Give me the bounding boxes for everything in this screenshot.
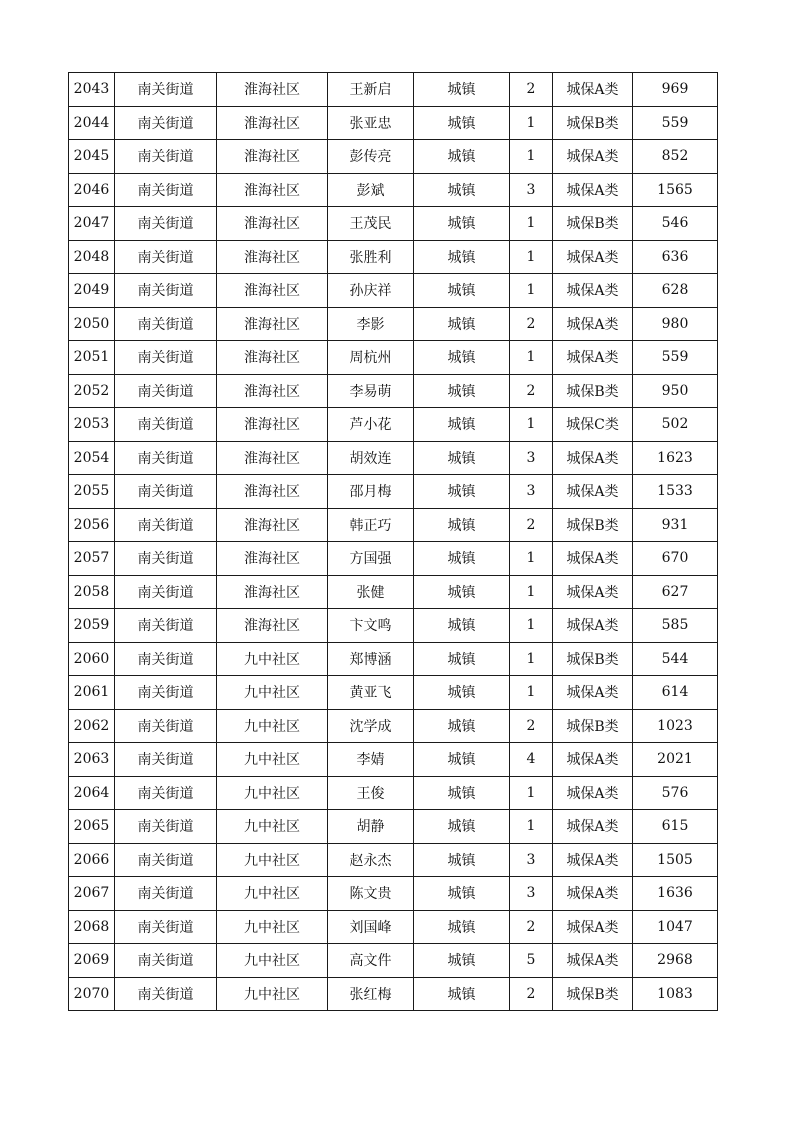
household-size-cell: 4 — [510, 743, 553, 777]
insurance-category-cell: 城保A类 — [553, 475, 633, 509]
table-row — [69, 374, 718, 408]
name-cell: 张胜利 — [328, 240, 414, 274]
household-size-cell: 2 — [510, 307, 553, 341]
name-cell: 芦小花 — [328, 408, 414, 442]
amount-cell: 1533 — [633, 475, 718, 509]
household-type-cell: 城镇 — [414, 307, 510, 341]
amount-cell: 1505 — [633, 843, 718, 877]
name-cell: 王新启 — [328, 73, 414, 107]
insurance-category-cell: 城保A类 — [553, 609, 633, 643]
insurance-category-cell: 城保B类 — [553, 508, 633, 542]
table-row — [69, 944, 718, 978]
community-cell: 淮海社区 — [217, 475, 328, 509]
name-cell: 王茂民 — [328, 207, 414, 241]
household-size-cell: 3 — [510, 173, 553, 207]
serial-number-cell: 2063 — [69, 743, 115, 777]
table-row — [69, 843, 718, 877]
household-size-cell: 1 — [510, 575, 553, 609]
amount-cell: 2968 — [633, 944, 718, 978]
serial-number-cell: 2056 — [69, 508, 115, 542]
serial-number-cell: 2070 — [69, 977, 115, 1011]
community-cell: 九中社区 — [217, 743, 328, 777]
insurance-category-cell: 城保A类 — [553, 73, 633, 107]
name-cell: 彭传亮 — [328, 140, 414, 174]
community-cell: 淮海社区 — [217, 140, 328, 174]
subdistrict-cell: 南关街道 — [115, 374, 217, 408]
household-size-cell: 2 — [510, 709, 553, 743]
subdistrict-cell: 南关街道 — [115, 207, 217, 241]
serial-number-cell: 2043 — [69, 73, 115, 107]
serial-number-cell: 2054 — [69, 441, 115, 475]
insurance-category-cell: 城保A类 — [553, 274, 633, 308]
amount-cell: 980 — [633, 307, 718, 341]
community-cell: 淮海社区 — [217, 341, 328, 375]
serial-number-cell: 2067 — [69, 877, 115, 911]
insurance-category-cell: 城保B类 — [553, 642, 633, 676]
subdistrict-cell: 南关街道 — [115, 341, 217, 375]
household-size-cell: 3 — [510, 441, 553, 475]
amount-cell: 950 — [633, 374, 718, 408]
household-type-cell: 城镇 — [414, 709, 510, 743]
household-type-cell: 城镇 — [414, 408, 510, 442]
community-cell: 淮海社区 — [217, 240, 328, 274]
community-cell: 九中社区 — [217, 977, 328, 1011]
household-size-cell: 1 — [510, 207, 553, 241]
subdistrict-cell: 南关街道 — [115, 441, 217, 475]
subdistrict-cell: 南关街道 — [115, 106, 217, 140]
insurance-category-cell: 城保B类 — [553, 977, 633, 1011]
name-cell: 刘国峰 — [328, 910, 414, 944]
insurance-category-cell: 城保B类 — [553, 106, 633, 140]
subdistrict-cell: 南关街道 — [115, 307, 217, 341]
subdistrict-cell: 南关街道 — [115, 73, 217, 107]
table-row — [69, 173, 718, 207]
insurance-category-cell: 城保C类 — [553, 408, 633, 442]
insurance-category-cell: 城保A类 — [553, 307, 633, 341]
subdistrict-cell: 南关街道 — [115, 173, 217, 207]
subdistrict-cell: 南关街道 — [115, 575, 217, 609]
household-size-cell: 2 — [510, 374, 553, 408]
community-cell: 九中社区 — [217, 910, 328, 944]
insurance-category-cell: 城保A类 — [553, 140, 633, 174]
table-row — [69, 676, 718, 710]
name-cell: 张健 — [328, 575, 414, 609]
community-cell: 九中社区 — [217, 776, 328, 810]
subdistrict-cell: 南关街道 — [115, 676, 217, 710]
name-cell: 李易萌 — [328, 374, 414, 408]
record-table-body — [69, 73, 718, 1011]
household-size-cell: 1 — [510, 106, 553, 140]
table-row — [69, 977, 718, 1011]
table-row — [69, 408, 718, 442]
household-size-cell: 1 — [510, 140, 553, 174]
household-type-cell: 城镇 — [414, 743, 510, 777]
name-cell: 韩正巧 — [328, 508, 414, 542]
household-type-cell: 城镇 — [414, 341, 510, 375]
table-row — [69, 307, 718, 341]
household-size-cell: 2 — [510, 910, 553, 944]
insurance-category-cell: 城保A类 — [553, 575, 633, 609]
community-cell: 淮海社区 — [217, 575, 328, 609]
name-cell: 高文件 — [328, 944, 414, 978]
community-cell: 九中社区 — [217, 944, 328, 978]
table-row — [69, 776, 718, 810]
community-cell: 淮海社区 — [217, 441, 328, 475]
insurance-category-cell: 城保A类 — [553, 341, 633, 375]
community-cell: 九中社区 — [217, 877, 328, 911]
household-size-cell: 2 — [510, 508, 553, 542]
insurance-category-cell: 城保A类 — [553, 843, 633, 877]
household-size-cell: 1 — [510, 642, 553, 676]
name-cell: 方国强 — [328, 542, 414, 576]
serial-number-cell: 2060 — [69, 642, 115, 676]
serial-number-cell: 2049 — [69, 274, 115, 308]
household-size-cell: 5 — [510, 944, 553, 978]
amount-cell: 1623 — [633, 441, 718, 475]
subdistrict-cell: 南关街道 — [115, 542, 217, 576]
community-cell: 淮海社区 — [217, 374, 328, 408]
table-row — [69, 475, 718, 509]
community-cell: 九中社区 — [217, 676, 328, 710]
household-size-cell: 1 — [510, 274, 553, 308]
serial-number-cell: 2052 — [69, 374, 115, 408]
amount-cell: 1083 — [633, 977, 718, 1011]
subdistrict-cell: 南关街道 — [115, 709, 217, 743]
household-type-cell: 城镇 — [414, 575, 510, 609]
amount-cell: 852 — [633, 140, 718, 174]
amount-cell: 1023 — [633, 709, 718, 743]
name-cell: 李影 — [328, 307, 414, 341]
insurance-category-cell: 城保A类 — [553, 877, 633, 911]
serial-number-cell: 2058 — [69, 575, 115, 609]
amount-cell: 559 — [633, 106, 718, 140]
amount-cell: 502 — [633, 408, 718, 442]
household-size-cell: 1 — [510, 609, 553, 643]
household-type-cell: 城镇 — [414, 776, 510, 810]
household-size-cell: 3 — [510, 877, 553, 911]
amount-cell: 636 — [633, 240, 718, 274]
table-row — [69, 709, 718, 743]
table-row — [69, 441, 718, 475]
table-row — [69, 73, 718, 107]
name-cell: 张亚忠 — [328, 106, 414, 140]
serial-number-cell: 2048 — [69, 240, 115, 274]
table-row — [69, 140, 718, 174]
serial-number-cell: 2069 — [69, 944, 115, 978]
household-type-cell: 城镇 — [414, 106, 510, 140]
community-cell: 九中社区 — [217, 709, 328, 743]
community-cell: 淮海社区 — [217, 609, 328, 643]
name-cell: 李婧 — [328, 743, 414, 777]
serial-number-cell: 2047 — [69, 207, 115, 241]
household-size-cell: 2 — [510, 73, 553, 107]
serial-number-cell: 2053 — [69, 408, 115, 442]
amount-cell: 1565 — [633, 173, 718, 207]
insurance-category-cell: 城保B类 — [553, 374, 633, 408]
insurance-category-cell: 城保A类 — [553, 776, 633, 810]
amount-cell: 576 — [633, 776, 718, 810]
household-size-cell: 3 — [510, 475, 553, 509]
household-type-cell: 城镇 — [414, 642, 510, 676]
subdistrict-cell: 南关街道 — [115, 140, 217, 174]
amount-cell: 628 — [633, 274, 718, 308]
table-row — [69, 106, 718, 140]
subdistrict-cell: 南关街道 — [115, 743, 217, 777]
table-row — [69, 910, 718, 944]
subdistrict-cell: 南关街道 — [115, 977, 217, 1011]
insurance-category-cell: 城保A类 — [553, 240, 633, 274]
community-cell: 淮海社区 — [217, 307, 328, 341]
table-row — [69, 743, 718, 777]
amount-cell: 670 — [633, 542, 718, 576]
serial-number-cell: 2065 — [69, 810, 115, 844]
table-row — [69, 609, 718, 643]
name-cell: 赵永杰 — [328, 843, 414, 877]
subdistrict-cell: 南关街道 — [115, 642, 217, 676]
household-type-cell: 城镇 — [414, 977, 510, 1011]
household-type-cell: 城镇 — [414, 810, 510, 844]
table-row — [69, 341, 718, 375]
serial-number-cell: 2062 — [69, 709, 115, 743]
household-type-cell: 城镇 — [414, 475, 510, 509]
community-cell: 淮海社区 — [217, 173, 328, 207]
household-type-cell: 城镇 — [414, 676, 510, 710]
insurance-category-cell: 城保B类 — [553, 207, 633, 241]
household-type-cell: 城镇 — [414, 508, 510, 542]
table-row — [69, 274, 718, 308]
household-type-cell: 城镇 — [414, 240, 510, 274]
amount-cell: 615 — [633, 810, 718, 844]
subdistrict-cell: 南关街道 — [115, 609, 217, 643]
name-cell: 周杭州 — [328, 341, 414, 375]
household-size-cell: 1 — [510, 776, 553, 810]
insurance-category-cell: 城保A类 — [553, 810, 633, 844]
table-row — [69, 508, 718, 542]
insurance-category-cell: 城保A类 — [553, 676, 633, 710]
insurance-category-cell: 城保A类 — [553, 910, 633, 944]
subdistrict-cell: 南关街道 — [115, 475, 217, 509]
serial-number-cell: 2050 — [69, 307, 115, 341]
insurance-category-cell: 城保A类 — [553, 441, 633, 475]
insurance-category-cell: 城保A类 — [553, 542, 633, 576]
name-cell: 胡静 — [328, 810, 414, 844]
name-cell: 孙庆祥 — [328, 274, 414, 308]
household-type-cell: 城镇 — [414, 207, 510, 241]
name-cell: 郑博涵 — [328, 642, 414, 676]
amount-cell: 1047 — [633, 910, 718, 944]
serial-number-cell: 2064 — [69, 776, 115, 810]
serial-number-cell: 2061 — [69, 676, 115, 710]
serial-number-cell: 2045 — [69, 140, 115, 174]
community-cell: 淮海社区 — [217, 274, 328, 308]
name-cell: 王俊 — [328, 776, 414, 810]
household-type-cell: 城镇 — [414, 944, 510, 978]
amount-cell: 627 — [633, 575, 718, 609]
subdistrict-cell: 南关街道 — [115, 408, 217, 442]
amount-cell: 969 — [633, 73, 718, 107]
household-type-cell: 城镇 — [414, 910, 510, 944]
subdistrict-cell: 南关街道 — [115, 944, 217, 978]
household-size-cell: 1 — [510, 341, 553, 375]
name-cell: 沈学成 — [328, 709, 414, 743]
table-row — [69, 642, 718, 676]
subdistrict-cell: 南关街道 — [115, 877, 217, 911]
community-cell: 淮海社区 — [217, 106, 328, 140]
insurance-category-cell: 城保A类 — [553, 743, 633, 777]
name-cell: 黄亚飞 — [328, 676, 414, 710]
serial-number-cell: 2068 — [69, 910, 115, 944]
name-cell: 卞文鸣 — [328, 609, 414, 643]
subdistrict-cell: 南关街道 — [115, 810, 217, 844]
table-row — [69, 542, 718, 576]
household-type-cell: 城镇 — [414, 609, 510, 643]
amount-cell: 931 — [633, 508, 718, 542]
household-type-cell: 城镇 — [414, 73, 510, 107]
amount-cell: 544 — [633, 642, 718, 676]
amount-cell: 1636 — [633, 877, 718, 911]
household-type-cell: 城镇 — [414, 877, 510, 911]
table-row — [69, 240, 718, 274]
household-type-cell: 城镇 — [414, 843, 510, 877]
amount-cell: 546 — [633, 207, 718, 241]
insurance-category-cell: 城保B类 — [553, 709, 633, 743]
household-size-cell: 3 — [510, 843, 553, 877]
community-cell: 淮海社区 — [217, 508, 328, 542]
name-cell: 邵月梅 — [328, 475, 414, 509]
household-size-cell: 1 — [510, 676, 553, 710]
serial-number-cell: 2057 — [69, 542, 115, 576]
record-table — [68, 72, 718, 1011]
serial-number-cell: 2046 — [69, 173, 115, 207]
table-row — [69, 575, 718, 609]
subdistrict-cell: 南关街道 — [115, 240, 217, 274]
community-cell: 淮海社区 — [217, 207, 328, 241]
community-cell: 九中社区 — [217, 843, 328, 877]
serial-number-cell: 2051 — [69, 341, 115, 375]
household-type-cell: 城镇 — [414, 441, 510, 475]
amount-cell: 2021 — [633, 743, 718, 777]
insurance-category-cell: 城保A类 — [553, 944, 633, 978]
name-cell: 陈文贵 — [328, 877, 414, 911]
amount-cell: 614 — [633, 676, 718, 710]
household-type-cell: 城镇 — [414, 374, 510, 408]
household-type-cell: 城镇 — [414, 542, 510, 576]
serial-number-cell: 2055 — [69, 475, 115, 509]
subdistrict-cell: 南关街道 — [115, 776, 217, 810]
serial-number-cell: 2059 — [69, 609, 115, 643]
subdistrict-cell: 南关街道 — [115, 843, 217, 877]
name-cell: 彭斌 — [328, 173, 414, 207]
household-type-cell: 城镇 — [414, 274, 510, 308]
table-row — [69, 207, 718, 241]
subdistrict-cell: 南关街道 — [115, 274, 217, 308]
subdistrict-cell: 南关街道 — [115, 508, 217, 542]
household-size-cell: 1 — [510, 810, 553, 844]
household-type-cell: 城镇 — [414, 173, 510, 207]
serial-number-cell: 2044 — [69, 106, 115, 140]
serial-number-cell: 2066 — [69, 843, 115, 877]
household-size-cell: 1 — [510, 542, 553, 576]
community-cell: 九中社区 — [217, 642, 328, 676]
household-size-cell: 1 — [510, 240, 553, 274]
insurance-category-cell: 城保A类 — [553, 173, 633, 207]
name-cell: 胡效连 — [328, 441, 414, 475]
household-size-cell: 2 — [510, 977, 553, 1011]
household-type-cell: 城镇 — [414, 140, 510, 174]
amount-cell: 585 — [633, 609, 718, 643]
name-cell: 张红梅 — [328, 977, 414, 1011]
community-cell: 淮海社区 — [217, 73, 328, 107]
household-size-cell: 1 — [510, 408, 553, 442]
table-row — [69, 810, 718, 844]
table-row — [69, 877, 718, 911]
community-cell: 淮海社区 — [217, 542, 328, 576]
community-cell: 九中社区 — [217, 810, 328, 844]
community-cell: 淮海社区 — [217, 408, 328, 442]
amount-cell: 559 — [633, 341, 718, 375]
subdistrict-cell: 南关街道 — [115, 910, 217, 944]
